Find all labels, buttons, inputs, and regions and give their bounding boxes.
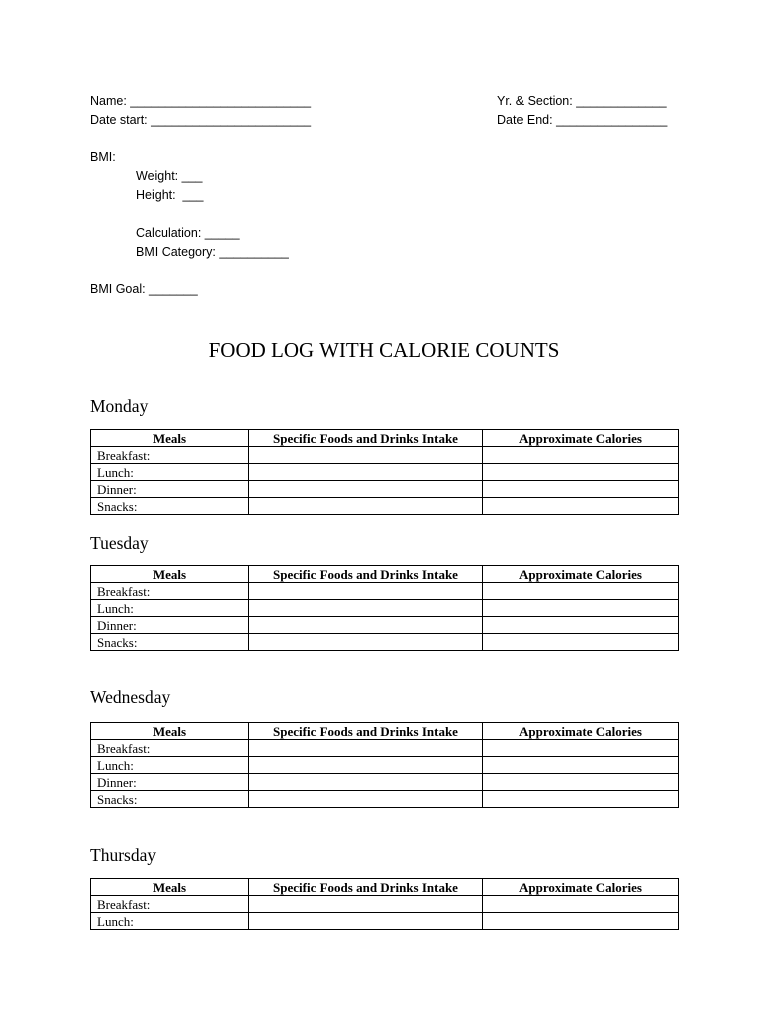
day-heading-monday: Monday bbox=[90, 396, 149, 416]
foods-cell[interactable] bbox=[249, 757, 483, 774]
calories-cell[interactable] bbox=[483, 583, 679, 600]
foods-header: Specific Foods and Drinks Intake bbox=[249, 723, 483, 740]
day-heading-wednesday: Wednesday bbox=[90, 687, 171, 707]
meals-header: Meals bbox=[91, 879, 249, 896]
foods-cell[interactable] bbox=[249, 447, 483, 464]
foods-cell[interactable] bbox=[249, 464, 483, 481]
foods-cell[interactable] bbox=[249, 774, 483, 791]
calories-cell[interactable] bbox=[483, 498, 679, 515]
monday-food-log-table bbox=[90, 429, 679, 515]
table-row bbox=[91, 600, 679, 617]
meal-label: Snacks: bbox=[91, 791, 249, 808]
meal-label: Lunch: bbox=[91, 913, 249, 930]
table-row bbox=[91, 634, 679, 651]
table-row bbox=[91, 617, 679, 634]
bmi-label: BMI: bbox=[90, 150, 116, 164]
height-field: Height: ___ bbox=[136, 188, 204, 202]
foods-cell[interactable] bbox=[249, 634, 483, 651]
meal-label: Snacks: bbox=[91, 498, 249, 515]
page-title: FOOD LOG WITH CALORIE COUNTS bbox=[208, 338, 560, 362]
table-row bbox=[91, 481, 679, 498]
foods-cell[interactable] bbox=[249, 600, 483, 617]
calories-cell[interactable] bbox=[483, 447, 679, 464]
table-row bbox=[91, 583, 679, 600]
calories-cell[interactable] bbox=[483, 791, 679, 808]
meal-label: Lunch: bbox=[91, 464, 249, 481]
meal-label: Breakfast: bbox=[91, 896, 249, 913]
meal-label: Lunch: bbox=[91, 600, 249, 617]
meals-header: Meals bbox=[91, 566, 249, 583]
calories-header: Approximate Calories bbox=[483, 879, 679, 896]
calories-cell[interactable] bbox=[483, 913, 679, 930]
meal-label: Dinner: bbox=[91, 481, 249, 498]
calculation-field: Calculation: _____ bbox=[136, 226, 240, 240]
meal-label: Dinner: bbox=[91, 617, 249, 634]
foods-header: Specific Foods and Drinks Intake bbox=[249, 430, 483, 447]
table-header-row bbox=[91, 723, 679, 740]
weight-field: Weight: ___ bbox=[136, 169, 203, 183]
calories-cell[interactable] bbox=[483, 617, 679, 634]
foods-cell[interactable] bbox=[249, 481, 483, 498]
calories-cell[interactable] bbox=[483, 757, 679, 774]
calories-cell[interactable] bbox=[483, 634, 679, 651]
table-row bbox=[91, 464, 679, 481]
calories-header: Approximate Calories bbox=[483, 566, 679, 583]
calories-cell[interactable] bbox=[483, 896, 679, 913]
table-row bbox=[91, 447, 679, 464]
bmi-goal-field: BMI Goal: _______ bbox=[90, 282, 198, 296]
table-row bbox=[91, 791, 679, 808]
calories-cell[interactable] bbox=[483, 600, 679, 617]
foods-cell[interactable] bbox=[249, 896, 483, 913]
meal-label: Lunch: bbox=[91, 757, 249, 774]
date-start-field: Date start: _______________________ bbox=[90, 113, 312, 127]
day-heading-thursday: Thursday bbox=[90, 845, 157, 865]
table-header-row bbox=[91, 879, 679, 896]
table-row bbox=[91, 740, 679, 757]
foods-cell[interactable] bbox=[249, 617, 483, 634]
calories-cell[interactable] bbox=[483, 464, 679, 481]
thursday-food-log-table bbox=[90, 878, 679, 930]
table-row bbox=[91, 913, 679, 930]
foods-cell[interactable] bbox=[249, 791, 483, 808]
table-header-row bbox=[91, 566, 679, 583]
meal-label: Dinner: bbox=[91, 774, 249, 791]
date-end-field: Date End: ________________ bbox=[497, 113, 668, 127]
table-row bbox=[91, 757, 679, 774]
calories-cell[interactable] bbox=[483, 774, 679, 791]
calories-cell[interactable] bbox=[483, 740, 679, 757]
meal-label: Breakfast: bbox=[91, 583, 249, 600]
meal-label: Snacks: bbox=[91, 634, 249, 651]
yr-section-field: Yr. & Section: _____________ bbox=[497, 94, 667, 108]
foods-header: Specific Foods and Drinks Intake bbox=[249, 566, 483, 583]
meal-label: Breakfast: bbox=[91, 447, 249, 464]
foods-cell[interactable] bbox=[249, 583, 483, 600]
table-row bbox=[91, 896, 679, 913]
meal-label: Breakfast: bbox=[91, 740, 249, 757]
table-row bbox=[91, 774, 679, 791]
table-row bbox=[91, 498, 679, 515]
name-field: Name: __________________________ bbox=[90, 94, 312, 108]
day-heading-tuesday: Tuesday bbox=[90, 533, 149, 553]
table-header-row bbox=[91, 430, 679, 447]
foods-cell[interactable] bbox=[249, 498, 483, 515]
tuesday-food-log-table bbox=[90, 565, 679, 651]
calories-cell[interactable] bbox=[483, 481, 679, 498]
foods-cell[interactable] bbox=[249, 913, 483, 930]
meals-header: Meals bbox=[91, 723, 249, 740]
meals-header: Meals bbox=[91, 430, 249, 447]
calories-header: Approximate Calories bbox=[483, 723, 679, 740]
foods-header: Specific Foods and Drinks Intake bbox=[249, 879, 483, 896]
calories-header: Approximate Calories bbox=[483, 430, 679, 447]
wednesday-food-log-table bbox=[90, 722, 679, 808]
foods-cell[interactable] bbox=[249, 740, 483, 757]
bmi-category-field: BMI Category: __________ bbox=[136, 245, 289, 259]
